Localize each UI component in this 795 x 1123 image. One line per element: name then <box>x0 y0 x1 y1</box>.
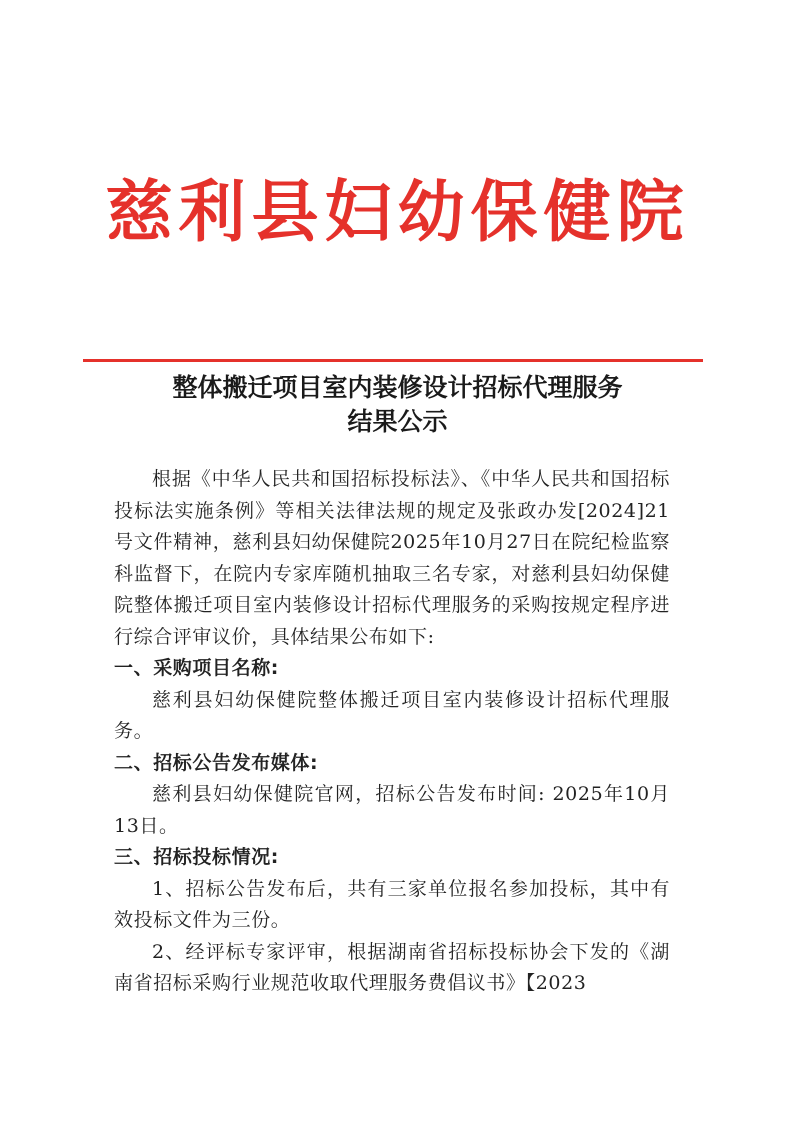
red-divider-line <box>83 359 703 362</box>
intro-paragraph: 根据《中华人民共和国招标投标法》、《中华人民共和国招标投标法实施条例》等相关法律法规的规定及张政办发[2024]21号文件精神，慈利县妇幼保健院2025年10月27日在院纪检监察科监督下，在院内专家库随机抽取三名专家，对慈利县妇幼保健院整体搬迁项目室内装修设计招标代理服务的采购按规定程序进行综合评审议价，具体结果公布如下: <box>114 468 670 648</box>
section2-text: 慈利县妇幼保健院官网，招标公告发布时间: 2025年10月13日。 <box>114 783 670 837</box>
section3-item2: 2、经评标专家评审，根据湖南省招标投标协会下发的《湖南省招标采购行业规范收取代理服务费倡议书》【2023 <box>114 940 670 994</box>
section3-heading: 三、招标投标情况: <box>114 846 279 868</box>
section3-item1: 1、招标公告发布后，共有三家单位报名参加投标，其中有效投标文件为三份。 <box>114 877 670 931</box>
notice-body <box>114 464 670 1000</box>
notice-title-line2: 结果公示 <box>347 407 448 436</box>
section1-text: 慈利县妇幼保健院整体搬迁项目室内装修设计招标代理服务。 <box>114 688 670 742</box>
letterhead-title: 慈利县妇幼保健院 <box>105 172 690 251</box>
section2-heading: 二、招标公告发布媒体: <box>114 751 319 774</box>
notice-title-line1: 整体搬迁项目室内装修设计招标代理服务 <box>172 373 623 402</box>
section1-heading: 一、采购项目名称: <box>114 657 279 679</box>
